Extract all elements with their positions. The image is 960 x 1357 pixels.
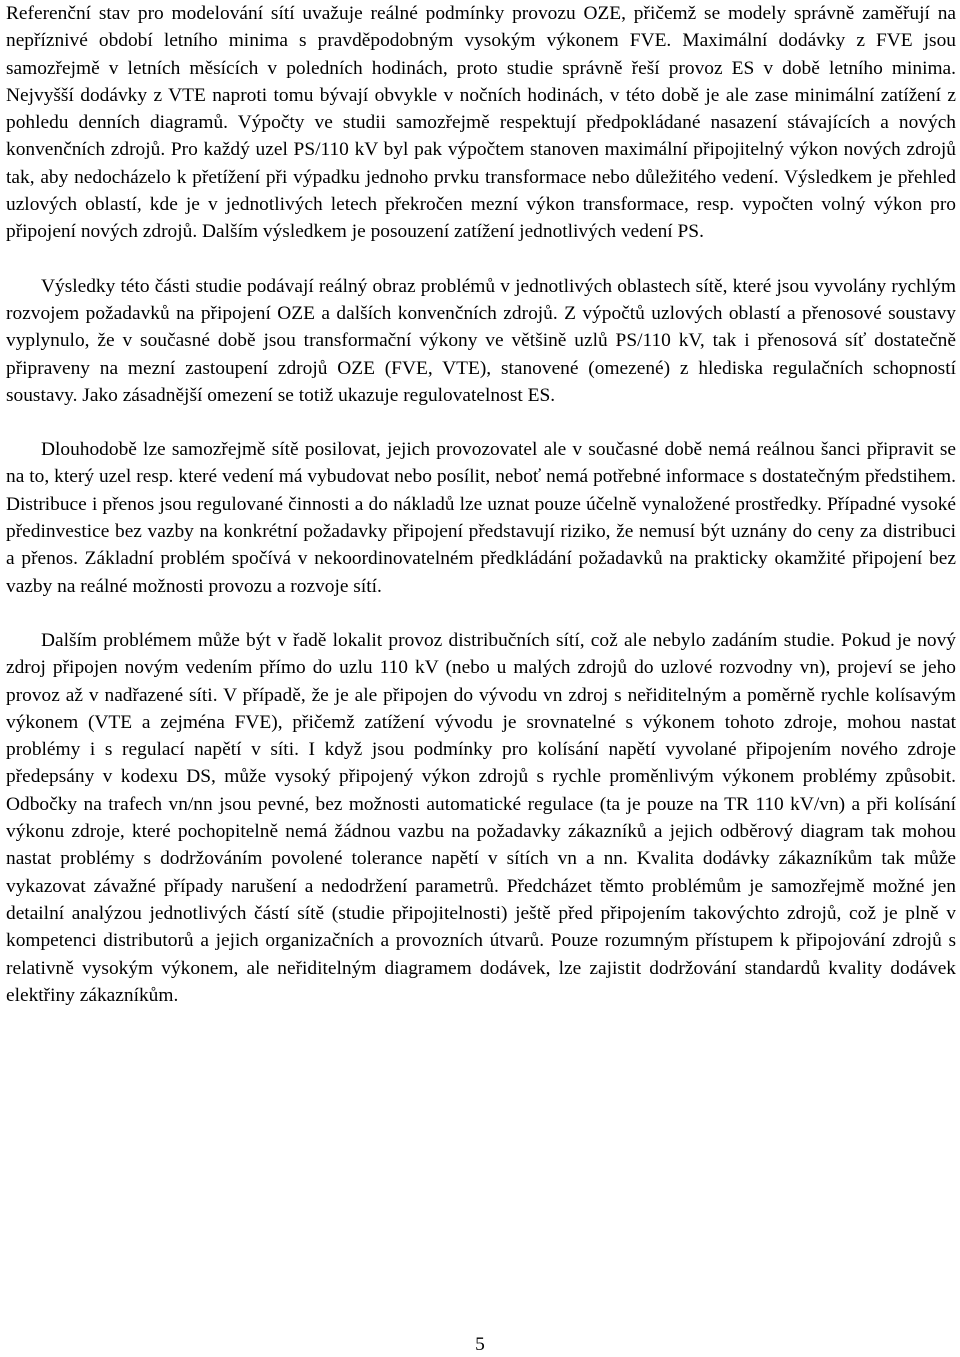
document-page bbox=[6, 0, 956, 1009]
paragraph-study-results: Výsledky této části studie podávají reálný obraz problémů v jednotlivých oblastech sítě, které jsou vyvolány rychlým rozvojem požadavků na připojení OZE a dalších konvenčních zdrojů. Z výpočtů uzlových oblastí a přenosové soustavy vyplynulo, že v současné době jsou transformační výkony ve většině uzlů PS/110 kV, tak i přenosová síť dostatečně připraveny na mezní zastoupení zdrojů OZE (FVE, VTE), stanovené (omezené) z hlediska regulačních schopností soustavy. Jako zásadnější omezení se totiž ukazuje regulovatelnost ES. bbox=[6, 275, 956, 406]
paragraph-long-term-reinforcement: Dlouhodobě lze samozřejmě sítě posilovat, jejich provozovatel ale v současné době nemá reálnou šanci připravit se na to, který uzel resp. které vedení má vybudovat nebo posílit, neboť nemá potřebné informace s dostatečným předstihem. Distribuce i přenos jsou regulované činnosti a do nákladů lze uznat pouze účelně vynaložené prostředky. Případné vysoké předinvestice bez vazby na konkrétní požadavky připojení představují riziko, že nemusí být uznány do ceny za distribuci a přenos. Základní problém spočívá v nekoordinovatelném předkládání požadavků na prakticky okamžité připojení bez vazby na reálné možnosti provozu a rozvoje sítí. bbox=[6, 439, 956, 597]
paragraph-distribution-problems: Dalším problémem může být v řadě lokalit provoz distribučních sítí, což ale nebylo zadáním studie. Pokud je nový zdroj připojen novým vedením přímo do uzlu 110 kV (nebo u malých zdrojů do uzlové rozvodny vn), projeví se jeho provoz až v nadřazené síti. V případě, že je ale připojen do vývodu vn zdroj s neřiditelným a poměrně rychle kolísavým výkonem (VTE a zejména FVE), přičemž zatížení vývodu je srovnatelné s výkonem tohoto zdroje, mohou nastat problémy i s regulací napětí v síti. I když jsou podmínky pro kolísání napětí vyvolané připojením nového zdroje předepsány v kodexu DS, může vysoký připojený výkon zdrojů s rychle proměnlivým výkonem problémy způsobit. Odbočky na trafech vn/nn jsou pevné, bez možnosti automatické regulace (ta je pouze na TR 110 kV/vn) a při kolísání výkonu zdroje, které pochopitelně nemá žádnou vazbu na požadavky zákazníků a jejich odběrový diagram tak mohou nastat problémy s dodržováním povolené tolerance napětí v sítích vn a nn. Kvalita dodávky zákazníkům tak může vykazovat závažné případy narušení a nedodržení parametrů. Předcházet těmto problémům je samozřejmě možné jen detailní analýzou jednotlivých částí sítě (studie připojitelnosti) ještě před připojením takovýchto zdrojů, což je plně v kompetenci distributorů a jejich organizačních a provozních útvarů. Pouze rozumným přístupem k připojování zdrojů s relativně vysokým výkonem, ale neřiditelným diagramem dodávek, lze zajistit dodržování standardů kvality dodávek elektřiny zákazníkům. bbox=[6, 629, 956, 1006]
paragraph-reference-state: Referenční stav pro modelování sítí uvažuje reálné podmínky provozu OZE, přičemž se modely správně zaměřují na nepříznivé období letního minima s pravděpodobným vysokým výkonem FVE. Maximální dodávky z FVE jsou samozřejmě v letních měsících v poledních hodinách, proto studie správně řeší provoz ES v době letního minima. Nejvyšší dodávky z VTE naproti tomu bývají obvykle v nočních hodinách, v této době je ale zase minimální zatížení z pohledu denních diagramů. Výpočty ve studii samozřejmě respektují předpokládané nasazení stávajících a nových konvenčních zdrojů. Pro každý uzel PS/110 kV byl pak výpočtem stanoven maximální připojitelný výkon nových zdrojů tak, aby nedocházelo k přetížení při výpadku jednoho prvku transformace nebo důležitého vedení. Výsledkem je přehled uzlových oblastí, kde je v jednotlivých letech překročen mezní výkon transformace, resp. vypočten volný výkon pro připojení nových zdrojů. Dalším výsledkem je posouzení zatížení jednotlivých vedení PS. bbox=[6, 3, 956, 243]
page-number: 5 bbox=[475, 1334, 485, 1355]
